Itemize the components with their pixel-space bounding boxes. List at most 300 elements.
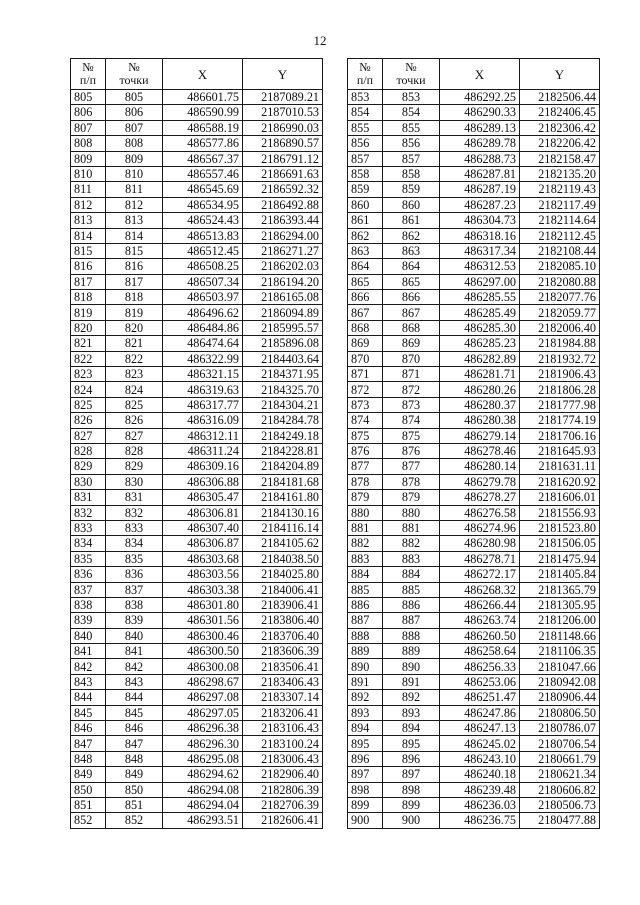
table-row — [71, 782, 323, 797]
cell-y: 2187089.21 — [243, 90, 323, 105]
cell-x: 486285.49 — [440, 305, 520, 320]
table-row — [348, 674, 600, 689]
table-row — [71, 690, 323, 705]
table-row — [71, 259, 323, 274]
cell-row-number: 834 — [71, 536, 106, 551]
cell-point-number: 825 — [106, 397, 163, 412]
cell-x: 486300.46 — [163, 628, 243, 643]
cell-point-number: 883 — [383, 551, 440, 566]
cell-y: 2180706.54 — [520, 736, 600, 751]
cell-point-number: 818 — [106, 290, 163, 305]
cell-point-number: 867 — [383, 305, 440, 320]
cell-x: 486316.09 — [163, 413, 243, 428]
cell-x: 486293.51 — [163, 813, 243, 828]
table-row — [71, 551, 323, 566]
cell-y: 2181777.98 — [520, 397, 600, 412]
cell-x: 486309.16 — [163, 459, 243, 474]
cell-y: 2184325.70 — [243, 382, 323, 397]
cell-y: 2182059.77 — [520, 305, 600, 320]
cell-point-number: 900 — [383, 813, 440, 828]
cell-y: 2184371.95 — [243, 367, 323, 382]
cell-y: 2183506.41 — [243, 659, 323, 674]
table-row — [348, 721, 600, 736]
cell-point-number: 833 — [106, 520, 163, 535]
cell-row-number: 817 — [71, 274, 106, 289]
cell-x: 486503.97 — [163, 290, 243, 305]
cell-y: 2182077.76 — [520, 290, 600, 305]
cell-y: 2186492.88 — [243, 197, 323, 212]
cell-y: 2182158.47 — [520, 151, 600, 166]
cell-x: 486258.64 — [440, 644, 520, 659]
cell-row-number: 890 — [348, 659, 383, 674]
cell-y: 2185896.08 — [243, 336, 323, 351]
cell-y: 2181556.93 — [520, 505, 600, 520]
cell-point-number: 811 — [106, 182, 163, 197]
cell-point-number: 819 — [106, 305, 163, 320]
cell-x: 486281.71 — [440, 367, 520, 382]
table-row — [348, 459, 600, 474]
cell-row-number: 856 — [348, 136, 383, 151]
cell-point-number: 891 — [383, 674, 440, 689]
cell-y: 2184116.14 — [243, 520, 323, 535]
cell-row-number: 864 — [348, 259, 383, 274]
cell-x: 486297.05 — [163, 705, 243, 720]
cell-x: 486280.98 — [440, 536, 520, 551]
cell-row-number: 893 — [348, 705, 383, 720]
cell-row-number: 844 — [71, 690, 106, 705]
cell-x: 486303.68 — [163, 551, 243, 566]
cell-x: 486260.50 — [440, 628, 520, 643]
cell-x: 486301.56 — [163, 613, 243, 628]
cell-y: 2182406.45 — [520, 105, 600, 120]
cell-y: 2181047.66 — [520, 659, 600, 674]
cell-row-number: 900 — [348, 813, 383, 828]
cell-x: 486266.44 — [440, 597, 520, 612]
cell-point-number: 855 — [383, 120, 440, 135]
table-row — [71, 767, 323, 782]
table-row — [348, 382, 600, 397]
cell-y: 2184284.78 — [243, 413, 323, 428]
cell-row-number: 879 — [348, 490, 383, 505]
cell-point-number: 862 — [383, 228, 440, 243]
table-row — [71, 228, 323, 243]
cell-point-number: 878 — [383, 474, 440, 489]
table-row — [348, 367, 600, 382]
cell-row-number: 813 — [71, 213, 106, 228]
header-row-number: № п/п — [348, 59, 383, 90]
cell-y: 2180942.08 — [520, 674, 600, 689]
table-row — [348, 474, 600, 489]
cell-row-number: 812 — [71, 197, 106, 212]
cell-point-number: 836 — [106, 567, 163, 582]
table-row — [71, 182, 323, 197]
cell-x: 486317.77 — [163, 397, 243, 412]
cell-row-number: 867 — [348, 305, 383, 320]
cell-x: 486303.38 — [163, 582, 243, 597]
cell-point-number: 838 — [106, 597, 163, 612]
cell-row-number: 865 — [348, 274, 383, 289]
cell-point-number: 854 — [383, 105, 440, 120]
cell-y: 2186094.89 — [243, 305, 323, 320]
cell-x: 486287.81 — [440, 166, 520, 181]
cell-row-number: 894 — [348, 721, 383, 736]
cell-row-number: 811 — [71, 182, 106, 197]
table-row — [71, 197, 323, 212]
cell-y: 2182706.39 — [243, 797, 323, 812]
table-row — [71, 705, 323, 720]
cell-x: 486507.34 — [163, 274, 243, 289]
table-row — [348, 551, 600, 566]
table-row — [71, 243, 323, 258]
cell-point-number: 844 — [106, 690, 163, 705]
cell-point-number: 882 — [383, 536, 440, 551]
cell-row-number: 816 — [71, 259, 106, 274]
cell-row-number: 805 — [71, 90, 106, 105]
cell-x: 486567.37 — [163, 151, 243, 166]
cell-row-number: 870 — [348, 351, 383, 366]
cell-point-number: 809 — [106, 151, 163, 166]
cell-row-number: 887 — [348, 613, 383, 628]
cell-y: 2182206.42 — [520, 136, 600, 151]
cell-row-number: 841 — [71, 644, 106, 659]
cell-x: 486524.43 — [163, 213, 243, 228]
cell-row-number: 862 — [348, 228, 383, 243]
cell-x: 486247.13 — [440, 721, 520, 736]
cell-point-number: 871 — [383, 367, 440, 382]
table-row — [348, 659, 600, 674]
cell-point-number: 885 — [383, 582, 440, 597]
table-row — [348, 243, 600, 258]
table-row — [348, 290, 600, 305]
cell-point-number: 806 — [106, 105, 163, 120]
cell-x: 486251.47 — [440, 690, 520, 705]
table-row — [71, 166, 323, 181]
cell-point-number: 841 — [106, 644, 163, 659]
cell-row-number: 849 — [71, 767, 106, 782]
cell-x: 486268.32 — [440, 582, 520, 597]
cell-y: 2181523.80 — [520, 520, 600, 535]
cell-row-number: 881 — [348, 520, 383, 535]
cell-point-number: 839 — [106, 613, 163, 628]
cell-y: 2181305.95 — [520, 597, 600, 612]
cell-x: 486287.19 — [440, 182, 520, 197]
table-row — [71, 490, 323, 505]
cell-point-number: 822 — [106, 351, 163, 366]
cell-point-number: 807 — [106, 120, 163, 135]
cell-x: 486280.37 — [440, 397, 520, 412]
cell-row-number: 838 — [71, 597, 106, 612]
cell-y: 2181774.19 — [520, 413, 600, 428]
header-point-number: № точки — [106, 59, 163, 90]
cell-point-number: 851 — [106, 797, 163, 812]
cell-y: 2181806.28 — [520, 382, 600, 397]
cell-row-number: 880 — [348, 505, 383, 520]
cell-row-number: 814 — [71, 228, 106, 243]
table-row — [71, 105, 323, 120]
cell-y: 2181620.92 — [520, 474, 600, 489]
cell-x: 486272.17 — [440, 567, 520, 582]
table-row — [71, 290, 323, 305]
cell-x: 486305.47 — [163, 490, 243, 505]
table-row — [348, 628, 600, 643]
cell-y: 2184105.62 — [243, 536, 323, 551]
cell-x: 486294.62 — [163, 767, 243, 782]
cell-point-number: 859 — [383, 182, 440, 197]
cell-point-number: 875 — [383, 428, 440, 443]
cell-x: 486557.46 — [163, 166, 243, 181]
cell-y: 2180786.07 — [520, 721, 600, 736]
cell-point-number: 897 — [383, 767, 440, 782]
cell-x: 486290.33 — [440, 105, 520, 120]
cell-y: 2181932.72 — [520, 351, 600, 366]
cell-x: 486278.46 — [440, 443, 520, 458]
cell-row-number: 828 — [71, 443, 106, 458]
cell-y: 2182117.49 — [520, 197, 600, 212]
cell-row-number: 869 — [348, 336, 383, 351]
cell-point-number: 810 — [106, 166, 163, 181]
cell-y: 2186990.03 — [243, 120, 323, 135]
cell-y: 2183406.43 — [243, 674, 323, 689]
cell-point-number: 888 — [383, 628, 440, 643]
cell-point-number: 817 — [106, 274, 163, 289]
cell-point-number: 843 — [106, 674, 163, 689]
cell-y: 2182085.10 — [520, 259, 600, 274]
cell-point-number: 849 — [106, 767, 163, 782]
cell-x: 486312.11 — [163, 428, 243, 443]
cell-x: 486279.14 — [440, 428, 520, 443]
cell-row-number: 899 — [348, 797, 383, 812]
table-row — [348, 690, 600, 705]
cell-row-number: 806 — [71, 105, 106, 120]
cell-row-number: 810 — [71, 166, 106, 181]
cell-y: 2183806.40 — [243, 613, 323, 628]
cell-x: 486239.48 — [440, 782, 520, 797]
cell-row-number: 892 — [348, 690, 383, 705]
cell-x: 486512.45 — [163, 243, 243, 258]
cell-row-number: 868 — [348, 320, 383, 335]
cell-point-number: 831 — [106, 490, 163, 505]
cell-x: 486300.50 — [163, 644, 243, 659]
cell-row-number: 851 — [71, 797, 106, 812]
coordinates-table-left — [70, 58, 323, 829]
cell-row-number: 876 — [348, 443, 383, 458]
cell-x: 486588.19 — [163, 120, 243, 135]
table-row — [71, 443, 323, 458]
cell-point-number: 865 — [383, 274, 440, 289]
cell-x: 486294.08 — [163, 782, 243, 797]
cell-x: 486545.69 — [163, 182, 243, 197]
table-row — [71, 797, 323, 812]
cell-row-number: 819 — [71, 305, 106, 320]
cell-y: 2184249.18 — [243, 428, 323, 443]
table-row — [71, 351, 323, 366]
cell-row-number: 874 — [348, 413, 383, 428]
cell-row-number: 809 — [71, 151, 106, 166]
cell-x: 486292.25 — [440, 90, 520, 105]
cell-y: 2186691.63 — [243, 166, 323, 181]
cell-point-number: 857 — [383, 151, 440, 166]
table-row — [71, 136, 323, 151]
cell-y: 2181506.05 — [520, 536, 600, 551]
cell-y: 2184038.50 — [243, 551, 323, 566]
table-row — [71, 120, 323, 135]
cell-x: 486297.08 — [163, 690, 243, 705]
cell-point-number: 832 — [106, 505, 163, 520]
cell-point-number: 892 — [383, 690, 440, 705]
table-row — [348, 751, 600, 766]
cell-x: 486318.16 — [440, 228, 520, 243]
cell-row-number: 855 — [348, 120, 383, 135]
cell-x: 486317.34 — [440, 243, 520, 258]
cell-point-number: 861 — [383, 213, 440, 228]
cell-x: 486243.10 — [440, 751, 520, 766]
cell-point-number: 874 — [383, 413, 440, 428]
cell-x: 486474.64 — [163, 336, 243, 351]
cell-y: 2186294.00 — [243, 228, 323, 243]
cell-y: 2181984.88 — [520, 336, 600, 351]
table-header-row — [348, 59, 600, 90]
cell-point-number: 813 — [106, 213, 163, 228]
cell-x: 486276.58 — [440, 505, 520, 520]
cell-point-number: 870 — [383, 351, 440, 366]
table-row — [348, 120, 600, 135]
cell-y: 2186592.32 — [243, 182, 323, 197]
cell-y: 2183100.24 — [243, 736, 323, 751]
cell-row-number: 852 — [71, 813, 106, 828]
cell-y: 2181631.11 — [520, 459, 600, 474]
cell-row-number: 821 — [71, 336, 106, 351]
cell-point-number: 830 — [106, 474, 163, 489]
cell-x: 486484.86 — [163, 320, 243, 335]
cell-x: 486306.81 — [163, 505, 243, 520]
table-row — [348, 597, 600, 612]
cell-point-number: 837 — [106, 582, 163, 597]
cell-point-number: 896 — [383, 751, 440, 766]
cell-row-number: 831 — [71, 490, 106, 505]
table-row — [348, 644, 600, 659]
cell-row-number: 877 — [348, 459, 383, 474]
cell-row-number: 825 — [71, 397, 106, 412]
table-row — [71, 367, 323, 382]
cell-x: 486278.71 — [440, 551, 520, 566]
cell-y: 2184304.21 — [243, 397, 323, 412]
table-row — [348, 767, 600, 782]
cell-point-number: 898 — [383, 782, 440, 797]
cell-row-number: 815 — [71, 243, 106, 258]
cell-x: 486236.75 — [440, 813, 520, 828]
cell-point-number: 884 — [383, 567, 440, 582]
cell-y: 2181405.84 — [520, 567, 600, 582]
table-row — [348, 413, 600, 428]
table-row — [348, 782, 600, 797]
table-row — [348, 736, 600, 751]
cell-row-number: 826 — [71, 413, 106, 428]
table-row — [71, 567, 323, 582]
table-row — [348, 274, 600, 289]
cell-row-number: 863 — [348, 243, 383, 258]
table-row — [71, 213, 323, 228]
cell-point-number: 835 — [106, 551, 163, 566]
cell-x: 486280.38 — [440, 413, 520, 428]
cell-x: 486508.25 — [163, 259, 243, 274]
cell-y: 2183307.14 — [243, 690, 323, 705]
cell-x: 486303.56 — [163, 567, 243, 582]
cell-point-number: 879 — [383, 490, 440, 505]
cell-y: 2186271.27 — [243, 243, 323, 258]
cell-y: 2182119.43 — [520, 182, 600, 197]
cell-y: 2181106.35 — [520, 644, 600, 659]
cell-row-number: 848 — [71, 751, 106, 766]
header-y: Y — [520, 59, 600, 90]
table-row — [348, 443, 600, 458]
cell-row-number: 832 — [71, 505, 106, 520]
cell-y: 2181365.79 — [520, 582, 600, 597]
cell-row-number: 857 — [348, 151, 383, 166]
cell-point-number: 872 — [383, 382, 440, 397]
cell-y: 2187010.53 — [243, 105, 323, 120]
cell-x: 486279.78 — [440, 474, 520, 489]
cell-row-number: 833 — [71, 520, 106, 535]
table-row — [348, 136, 600, 151]
table-row — [348, 90, 600, 105]
table-row — [71, 721, 323, 736]
table-row — [348, 613, 600, 628]
cell-row-number: 820 — [71, 320, 106, 335]
cell-y: 2180621.34 — [520, 767, 600, 782]
cell-point-number: 848 — [106, 751, 163, 766]
table-row — [71, 674, 323, 689]
table-row — [71, 305, 323, 320]
cell-x: 486296.38 — [163, 721, 243, 736]
table-row — [348, 520, 600, 535]
cell-row-number: 835 — [71, 551, 106, 566]
table-row — [348, 305, 600, 320]
table-row — [348, 105, 600, 120]
cell-x: 486282.89 — [440, 351, 520, 366]
cell-y: 2181475.94 — [520, 551, 600, 566]
cell-x: 486311.24 — [163, 443, 243, 458]
cell-x: 486321.15 — [163, 367, 243, 382]
table-row — [348, 490, 600, 505]
cell-y: 2181206.00 — [520, 613, 600, 628]
cell-row-number: 824 — [71, 382, 106, 397]
cell-x: 486301.80 — [163, 597, 243, 612]
table-row — [348, 182, 600, 197]
table-row — [348, 351, 600, 366]
table-body-left — [71, 90, 323, 829]
cell-row-number: 850 — [71, 782, 106, 797]
table-row — [71, 751, 323, 766]
cell-row-number: 896 — [348, 751, 383, 766]
cell-y: 2183106.43 — [243, 721, 323, 736]
table-row — [348, 505, 600, 520]
header-x: X — [440, 59, 520, 90]
header-row-number: № п/п — [71, 59, 106, 90]
cell-row-number: 854 — [348, 105, 383, 120]
cell-point-number: 850 — [106, 782, 163, 797]
cell-point-number: 873 — [383, 397, 440, 412]
cell-x: 486274.96 — [440, 520, 520, 535]
table-row — [71, 536, 323, 551]
table-row — [71, 582, 323, 597]
cell-x: 486496.62 — [163, 305, 243, 320]
cell-row-number: 888 — [348, 628, 383, 643]
cell-point-number: 847 — [106, 736, 163, 751]
cell-x: 486601.75 — [163, 90, 243, 105]
cell-y: 2180506.73 — [520, 797, 600, 812]
cell-y: 2184181.68 — [243, 474, 323, 489]
cell-point-number: 853 — [383, 90, 440, 105]
